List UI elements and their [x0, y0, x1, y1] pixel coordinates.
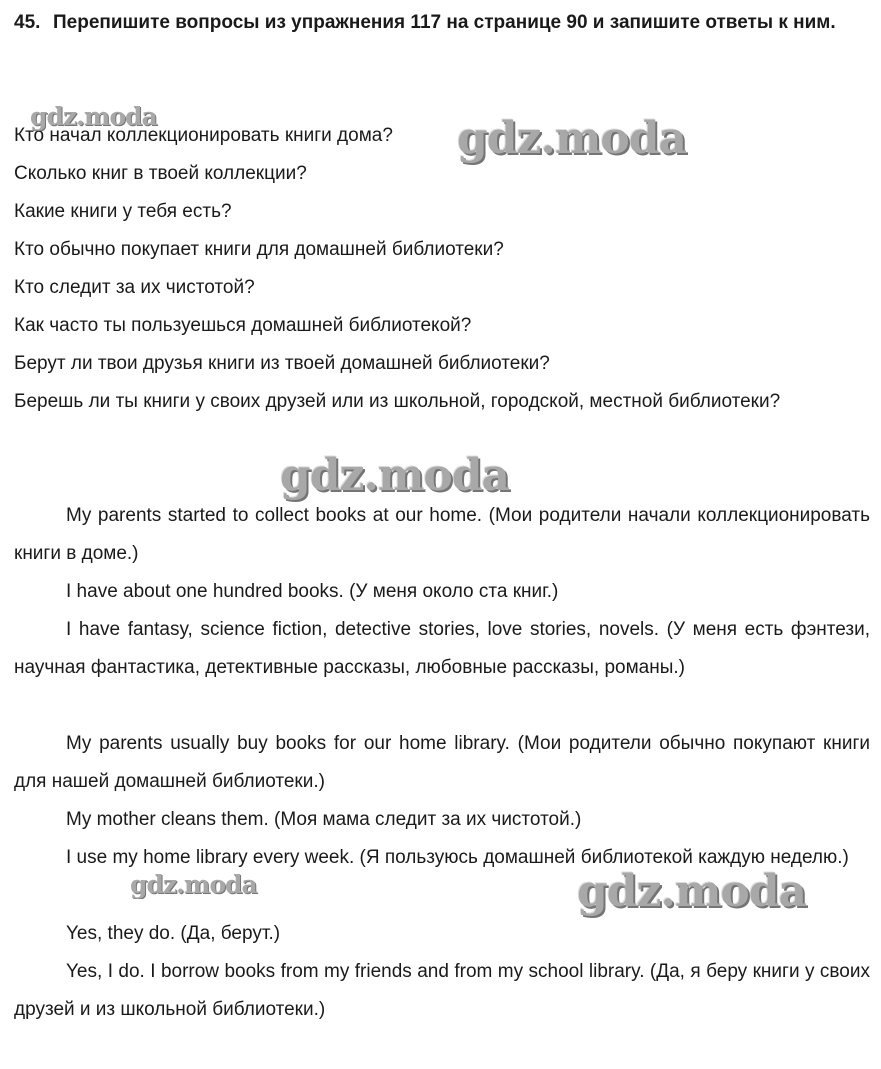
question-1: Кто начал коллекционировать книги дома? [14, 125, 393, 146]
answer-3: I have fantasy, science fiction, detective stories, love stories, novels. (У меня есть фэнтези, научная фантастика, детективные рассказы, любовные рассказы, романы.) [14, 619, 870, 678]
question-3: Какие книги у тебя есть? [14, 201, 232, 222]
question-6: Как часто ты пользуешься домашней библиотекой? [14, 315, 472, 336]
answer-5: My mother cleans them. (Моя мама следит за их чистотой.) [66, 809, 582, 830]
question-2: Сколько книг в твоей коллекции? [14, 163, 307, 184]
task-instruction: Перепишите вопросы из упражнения 117 на странице 90 и запишите ответы к ним. [53, 12, 836, 33]
question-8: Берешь ли ты книги у своих друзей или из школьной, городской, местной библиотеки? [14, 391, 781, 412]
question-7: Берут ли твои друзья книги из твоей домашней библиотеки? [14, 353, 550, 374]
watermark: gdz.moda [30, 102, 157, 131]
answer-2: I have about one hundred books. (У меня около ста книг.) [66, 581, 559, 602]
watermark: gdz.moda [577, 866, 807, 917]
question-4: Кто обычно покупает книги для домашней библиотеки? [14, 239, 504, 260]
watermark: gdz.moda [280, 450, 510, 501]
answer-6: I use my home library every week. (Я пользуюсь домашней библиотекой каждую неделю.) [66, 847, 849, 868]
answer-8: Yes, I do. I borrow books from my friends and from my school library. (Да, я беру книги у своих друзей и из школьной библиотеки.) [14, 961, 870, 1020]
answer-7: Yes, they do. (Да, берут.) [66, 923, 281, 944]
task-heading [14, 6, 870, 40]
answer-1: My parents started to collect books at our home. (Мои родители начали коллекционировать книги в доме.) [14, 505, 870, 564]
task-number: 45. [14, 12, 41, 33]
answer-4: My parents usually buy books for our home library. (Мои родители обычно покупают книги для нашей домашней библиотеки.) [14, 733, 870, 792]
watermark: gdz.moda [130, 870, 257, 899]
question-5: Кто следит за их чистотой? [14, 277, 255, 298]
watermark: gdz.moda [457, 113, 687, 164]
